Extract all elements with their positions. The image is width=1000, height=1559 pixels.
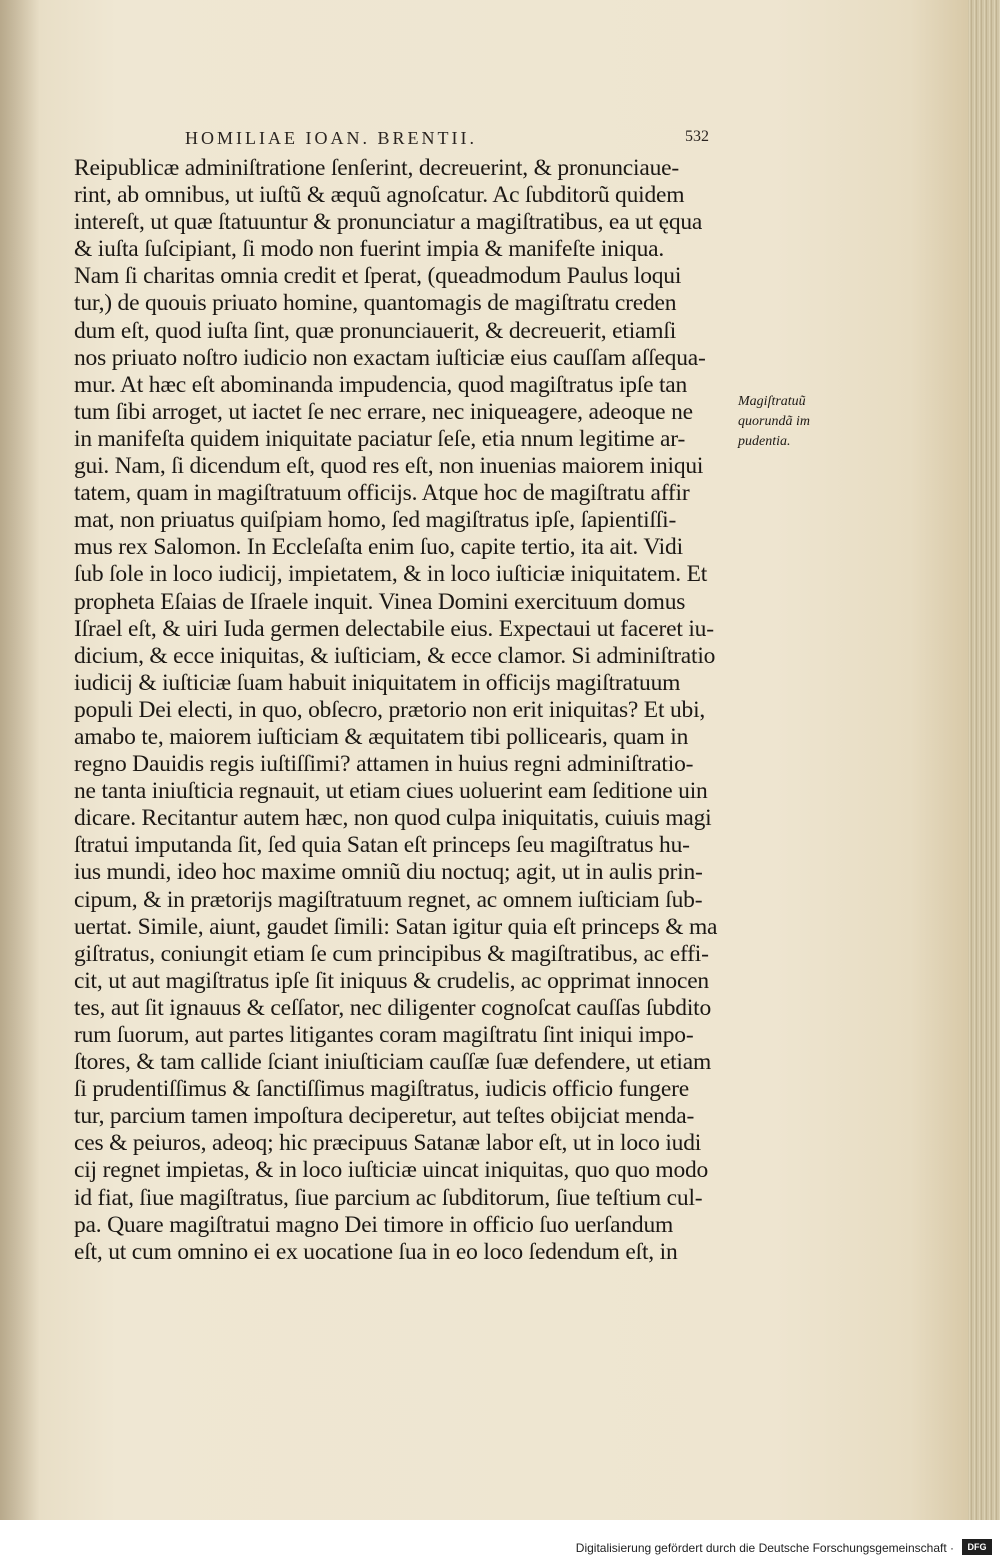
text-line: tur,) de quouis priuato homine, quantomagis de magiſtratu creden xyxy=(74,290,677,317)
text-line: amabo te, maiorem iuſticiam & æquitatem tibi pollicearis, quam in xyxy=(74,723,689,750)
text-line: gui. Nam, ſi dicendum eſt, quod res eſt, non inuenias maiorem iniqui xyxy=(74,453,704,480)
text-line: iudicij & iuſticiæ ſuam habuit iniquitatem in officijs magiſtratuum xyxy=(74,669,681,696)
marginal-note-line: pudentia. xyxy=(738,434,791,449)
text-line: intereſt, ut quæ ſtatuuntur & pronunciatur a magiſtratibus, ea ut ęqua xyxy=(74,209,703,236)
text-line: regno Dauidis regis iuſtiſſimi? attamen in huius regni adminiſtratio- xyxy=(74,751,694,778)
text-line: ſtores, & tam callide ſciant iniuſticiam cauſſæ ſuæ defendere, ut etiam xyxy=(74,1049,712,1076)
text-line: dicare. Recitantur autem hæc, non quod culpa iniquitatis, cuiuis magi xyxy=(74,805,712,832)
text-line: dicium, & ecce iniquitas, & iuſticiam, & ecce clamor. Si adminiſtratio xyxy=(74,642,716,669)
text-line: pa. Quare magiſtratui magno Dei timore in officio ſuo uerſandum xyxy=(74,1211,674,1238)
text-line: ius mundi, ideo hoc maxime omniũ diu noctuq; agit, ut in aulis prin- xyxy=(74,859,703,886)
text-line: Nam ſi charitas omnia credit et ſperat, (queadmodum Paulus loqui xyxy=(74,263,682,290)
text-line: tur, parcium tamen impoſtura deciperetur, aut teſtes obijciat menda- xyxy=(74,1103,695,1130)
text-line: mur. At hæc eſt abominanda impudencia, quod magiſtratus ipſe tan xyxy=(74,371,688,398)
text-line: tes, aut ſit ignauus & ceſſator, nec diligenter cognoſcat cauſſas ſubdito xyxy=(74,994,712,1021)
running-head: HOMILIAE IOAN. BRENTII. xyxy=(185,128,477,148)
marginal-note xyxy=(738,392,833,452)
text-line: rum ſuorum, aut partes litigantes coram magiſtratu ſint iniqui impo- xyxy=(74,1022,694,1048)
text-line: tatem, quam in magiſtratuum officijs. Atque hoc de magiſtratu affir xyxy=(74,480,690,507)
text-line: in manifeſta quidem iniquitate paciatur ſeſe, etia nnum legitime ar- xyxy=(74,425,686,452)
text-line: propheta Eſaias de Iſraele inquit. Vinea Domini exercituum domus xyxy=(74,588,686,615)
text-line: & iuſta ſuſcipiant, ſi modo non fuerint impia & manifeſte iniqua. xyxy=(74,236,665,263)
text-line: cit, ut aut magiſtratus ipſe ſit iniquus & crudelis, ac opprimat innocen xyxy=(74,967,709,994)
marginal-note-line: Magiſtratuũ xyxy=(738,394,806,409)
text-line: dum eſt, quod iuſta ſint, quæ pronunciauerit, & decreuerit, etiamſi xyxy=(74,317,677,344)
text-line: ces & peiuros, adeoq; hic præcipuus Satanæ labor eſt, ut in loco iudi xyxy=(74,1130,702,1157)
text-line: id fiat, ſiue magiſtratus, ſiue parcium ac ſubditorum, ſiue teſtium cul- xyxy=(74,1184,703,1211)
body-text xyxy=(74,155,734,1266)
text-line: eſt, ut cum omnino ei ex uocatione ſua in eo loco ſedendum eſt, in xyxy=(74,1238,678,1265)
text-line: cipum, & in prætorijs magiſtratuum regnet, ac omnem iuſticiam ſub- xyxy=(74,886,703,913)
dfg-logo: DFG xyxy=(962,1539,992,1555)
folio-number: 532 xyxy=(685,128,709,145)
text-line: Reipublicæ adminiſtratione ſenſerint, decreuerint, & pronunciaue- xyxy=(74,155,679,181)
text-line: rint, ab omnibus, ut iuſtũ & æquũ agnoſcatur. Ac ſubditorũ quidem xyxy=(74,182,685,209)
text-line: giſtratus, coniungit etiam ſe cum principibus & magiſtratibus, ac effi- xyxy=(74,940,709,967)
text-line: mus rex Salomon. In Eccleſaſta enim ſuo, capite tertio, ita ait. Vidi xyxy=(74,534,683,561)
text-line: uertat. Simile, aiunt, gaudet ſimili: Satan igitur quia eſt princeps & ma xyxy=(74,913,718,940)
marginal-note-line: quorundã im xyxy=(738,414,810,429)
text-line: ſi prudentiſſimus & ſanctiſſimus magiſtratus, iudicis officio fungere xyxy=(74,1076,689,1103)
footer-credit: Digitalisierung gefördert durch die Deutsche Forschungsgemeinschaft · xyxy=(575,1541,954,1555)
text-line: ſub ſole in loco iudicij, impietatem, & in loco iuſticiæ iniquitatem. Et xyxy=(74,561,708,588)
text-line: mat, non priuatus quiſpiam homo, ſed magiſtratus ipſe, ſapientiſſi- xyxy=(74,507,677,534)
text-line: ne tanta iniuſticia regnauit, ut etiam ciues uoluerint eam ſeditione uin xyxy=(74,778,708,805)
text-line: Iſrael eſt, & uiri Iuda germen delectabile eius. Expectaui ut faceret iu- xyxy=(74,615,714,642)
text-line: tum ſibi arroget, ut iactet ſe nec errare, nec iniqueagere, adeoque ne xyxy=(74,398,693,425)
text-line: cij regnet impietas, & in loco iuſticiæ uincat iniquitas, quo quo modo xyxy=(74,1157,709,1184)
text-line: ſtratui imputanda ſit, ſed quia Satan eſt princeps ſeu magiſtratus hu- xyxy=(74,832,690,859)
text-line: populi Dei electi, in quo, obſecro, prætorio non erit iniquitas? Et ubi, xyxy=(74,696,706,723)
text-line: nos priuato noſtro iudicio non exactam iuſticiæ eius cauſſam aſſequa- xyxy=(74,344,706,371)
page-edge xyxy=(968,0,1000,1520)
